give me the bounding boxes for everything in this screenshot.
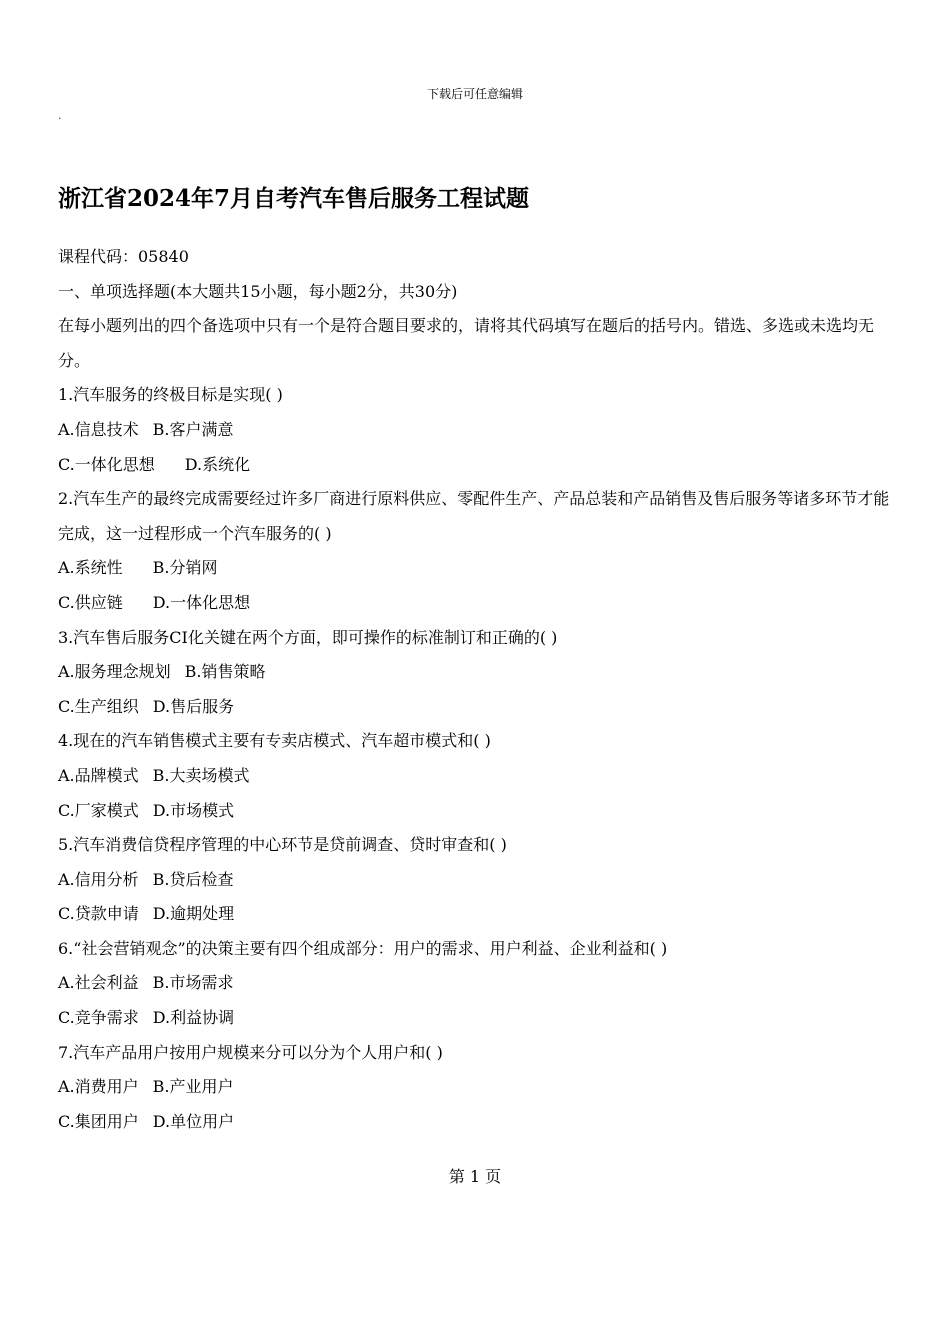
option-a: A.服务理念规划 xyxy=(58,662,171,682)
option-row xyxy=(58,551,894,586)
option-row xyxy=(58,759,894,794)
question-stem: 1.汽车服务的终极目标是实现( ) xyxy=(58,385,283,405)
option-c: C.竞争需求 xyxy=(58,1008,139,1028)
course-code: 课程代码：05840 xyxy=(58,247,189,266)
option-a: A.消费用户 xyxy=(58,1077,139,1097)
option-b: B.大卖场模式 xyxy=(152,765,250,785)
option-b: B.市场需求 xyxy=(152,973,234,993)
question-stem: 2.汽车生产的最终完成需要经过许多厂商进行原料供应、零配件生产、产品总装和产品销售及售后服务等诸多环节才能完成，这一过程形成一个汽车服务的( ) xyxy=(58,489,890,543)
header-mark: . xyxy=(58,109,62,122)
option-c: C.集团用户 xyxy=(58,1111,139,1131)
option-row xyxy=(58,690,894,725)
option-row xyxy=(58,1001,894,1036)
option-b: B.销售策略 xyxy=(184,662,266,682)
option-d: D.市场模式 xyxy=(152,800,235,820)
option-d: D.逾期处理 xyxy=(152,904,235,924)
option-row xyxy=(58,413,894,448)
option-d: D.系统化 xyxy=(184,454,251,474)
section-instruction: 在每小题列出的四个备选项中只有一个是符合题目要求的，请将其代码填写在题后的括号内。错选、多选或未选均无分。 xyxy=(58,316,875,370)
option-d: D.单位用户 xyxy=(152,1111,235,1131)
option-d: D.一体化思想 xyxy=(152,592,251,612)
option-d: D.利益协调 xyxy=(152,1008,235,1028)
option-a: A.信息技术 xyxy=(58,419,139,439)
option-b: B.产业用户 xyxy=(152,1077,234,1097)
option-d: D.售后服务 xyxy=(152,696,235,716)
option-c: C.贷款申请 xyxy=(58,904,139,924)
page-title: 浙江省2024年7月自考汽车售后服务工程试题 xyxy=(58,185,530,212)
question-stem: 5.汽车消费信贷程序管理的中心环节是贷前调查、贷时审查和( ) xyxy=(58,835,507,855)
option-row xyxy=(58,897,894,932)
header-note: 下载后可任意编辑 xyxy=(426,87,523,101)
option-row xyxy=(58,863,894,898)
option-row xyxy=(58,448,894,483)
option-c: C.一体化思想 xyxy=(58,454,155,474)
question-stem: 3.汽车售后服务CI化关键在两个方面，即可操作的标准制订和正确的( ) xyxy=(58,627,558,647)
option-a: A.信用分析 xyxy=(58,869,139,889)
question-stem: 7.汽车产品用户按用户规模来分可以分为个人用户和( ) xyxy=(58,1042,443,1062)
option-row xyxy=(58,655,894,690)
question-stem: 6.“社会营销观念”的决策主要有四个组成部分：用户的需求、用户利益、企业利益和( ) xyxy=(58,938,668,958)
option-row xyxy=(58,794,894,829)
option-c: C.供应链 xyxy=(58,592,123,612)
option-row xyxy=(58,1105,894,1140)
option-a: A.社会利益 xyxy=(58,973,139,993)
exam-body xyxy=(58,240,894,1139)
option-a: A.系统性 xyxy=(58,558,123,578)
option-row xyxy=(58,966,894,1001)
option-b: B.客户满意 xyxy=(152,419,234,439)
page-number: 第 1 页 xyxy=(448,1167,502,1186)
option-c: C.生产组织 xyxy=(58,696,139,716)
option-c: C.厂家模式 xyxy=(58,800,139,820)
question-stem: 4.现在的汽车销售模式主要有专卖店模式、汽车超市模式和( ) xyxy=(58,731,491,751)
option-b: B.分销网 xyxy=(152,558,218,578)
option-row xyxy=(58,586,894,621)
option-row xyxy=(58,1070,894,1105)
section-heading: 一、单项选择题(本大题共15小题，每小题2分，共30分) xyxy=(58,281,458,301)
option-a: A.品牌模式 xyxy=(58,765,139,785)
option-b: B.贷后检查 xyxy=(152,869,234,889)
